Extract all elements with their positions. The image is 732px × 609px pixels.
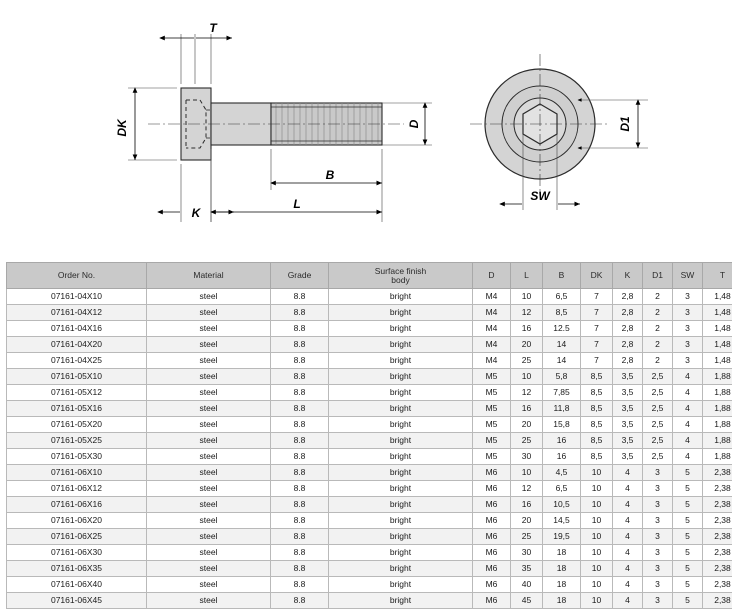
cell-material: steel: [147, 417, 271, 433]
cell-k: 2,8: [613, 289, 643, 305]
cell-dk: 10: [581, 465, 613, 481]
cell-t: 1,88: [703, 369, 732, 385]
cell-d1: 2: [643, 305, 673, 321]
cell-d1: 2: [643, 353, 673, 369]
cell-dk: 7: [581, 305, 613, 321]
cell-grade: 8.8: [271, 497, 329, 513]
table-row: [7, 385, 732, 401]
dim-label-dk: DK: [115, 118, 129, 137]
cell-l: 10: [511, 465, 543, 481]
cell-d: M6: [473, 513, 511, 529]
cell-surface-finish: bright: [329, 369, 473, 385]
table-row: [7, 417, 732, 433]
cell-l: 12: [511, 481, 543, 497]
cell-d1: 2,5: [643, 449, 673, 465]
cell-d: M5: [473, 433, 511, 449]
cell-dk: 10: [581, 529, 613, 545]
cell-t: 2,38: [703, 545, 732, 561]
cell-surface-finish: bright: [329, 417, 473, 433]
cell-l: 40: [511, 577, 543, 593]
cell-dk: 8,5: [581, 433, 613, 449]
table-row: [7, 481, 732, 497]
cell-order-no: 07161-06X10: [7, 465, 147, 481]
cell-grade: 8.8: [271, 385, 329, 401]
cell-sw: 3: [673, 337, 703, 353]
cell-surface-finish: bright: [329, 305, 473, 321]
cell-grade: 8.8: [271, 305, 329, 321]
column-header-material: Material: [147, 263, 271, 289]
cell-d1: 2,5: [643, 433, 673, 449]
cell-b: 15,8: [543, 417, 581, 433]
cell-k: 4: [613, 561, 643, 577]
cell-l: 25: [511, 353, 543, 369]
cell-dk: 10: [581, 481, 613, 497]
cell-material: steel: [147, 593, 271, 609]
cell-t: 1,88: [703, 401, 732, 417]
cell-grade: 8.8: [271, 321, 329, 337]
cell-l: 20: [511, 337, 543, 353]
cell-grade: 8.8: [271, 353, 329, 369]
cell-order-no: 07161-05X12: [7, 385, 147, 401]
cell-d: M4: [473, 289, 511, 305]
cell-order-no: 07161-06X35: [7, 561, 147, 577]
cell-grade: 8.8: [271, 529, 329, 545]
cell-order-no: 07161-06X20: [7, 513, 147, 529]
cell-surface-finish: bright: [329, 593, 473, 609]
cell-l: 30: [511, 545, 543, 561]
cell-k: 3,5: [613, 449, 643, 465]
cell-order-no: 07161-06X25: [7, 529, 147, 545]
cell-surface-finish: bright: [329, 481, 473, 497]
cell-t: 2,38: [703, 561, 732, 577]
column-header-b: B: [543, 263, 581, 289]
cell-surface-finish: bright: [329, 353, 473, 369]
cell-order-no: 07161-06X45: [7, 593, 147, 609]
cell-l: 30: [511, 449, 543, 465]
cell-material: steel: [147, 545, 271, 561]
table-row: [7, 433, 732, 449]
cell-surface-finish: bright: [329, 289, 473, 305]
cell-t: 1,88: [703, 433, 732, 449]
column-header-d1: D1: [643, 263, 673, 289]
cell-sw: 4: [673, 369, 703, 385]
cell-d: M6: [473, 497, 511, 513]
cell-surface-finish: bright: [329, 529, 473, 545]
cell-d1: 2: [643, 337, 673, 353]
cell-dk: 10: [581, 545, 613, 561]
cell-k: 3,5: [613, 369, 643, 385]
cell-k: 2,8: [613, 321, 643, 337]
cell-d1: 2,5: [643, 401, 673, 417]
cell-dk: 7: [581, 289, 613, 305]
cell-b: 7,85: [543, 385, 581, 401]
cell-order-no: 07161-04X10: [7, 289, 147, 305]
cell-material: steel: [147, 449, 271, 465]
cell-l: 16: [511, 321, 543, 337]
column-header-surface-finish-line2: body: [329, 276, 472, 285]
cell-dk: 7: [581, 353, 613, 369]
cell-d1: 3: [643, 465, 673, 481]
dim-label-k: K: [192, 206, 202, 220]
cell-b: 14: [543, 337, 581, 353]
cell-d1: 3: [643, 513, 673, 529]
cell-surface-finish: bright: [329, 497, 473, 513]
cell-grade: 8.8: [271, 337, 329, 353]
cell-d: M5: [473, 417, 511, 433]
cell-l: 10: [511, 289, 543, 305]
cell-b: 16: [543, 449, 581, 465]
cell-sw: 3: [673, 353, 703, 369]
cell-material: steel: [147, 305, 271, 321]
cell-t: 1,48: [703, 289, 732, 305]
cell-l: 16: [511, 401, 543, 417]
table-row: [7, 321, 732, 337]
cell-b: 4,5: [543, 465, 581, 481]
cell-order-no: 07161-05X25: [7, 433, 147, 449]
cell-sw: 3: [673, 305, 703, 321]
cell-sw: 4: [673, 385, 703, 401]
cell-order-no: 07161-04X25: [7, 353, 147, 369]
cell-order-no: 07161-05X16: [7, 401, 147, 417]
cell-surface-finish: bright: [329, 561, 473, 577]
cell-material: steel: [147, 289, 271, 305]
cell-b: 8,5: [543, 305, 581, 321]
cell-k: 4: [613, 465, 643, 481]
cell-material: steel: [147, 497, 271, 513]
technical-drawing: [0, 0, 732, 250]
table-header-row: [7, 263, 732, 289]
table-row: [7, 561, 732, 577]
cell-sw: 5: [673, 465, 703, 481]
cell-surface-finish: bright: [329, 433, 473, 449]
cell-surface-finish: bright: [329, 513, 473, 529]
table-row: [7, 529, 732, 545]
cell-l: 45: [511, 593, 543, 609]
column-header-order-no: Order No.: [7, 263, 147, 289]
dim-label-t: T: [209, 21, 218, 35]
cell-grade: 8.8: [271, 481, 329, 497]
cell-t: 1,88: [703, 417, 732, 433]
cell-k: 4: [613, 529, 643, 545]
cell-t: 1,48: [703, 305, 732, 321]
cell-d1: 2: [643, 321, 673, 337]
cell-material: steel: [147, 321, 271, 337]
cell-surface-finish: bright: [329, 577, 473, 593]
table-row: [7, 449, 732, 465]
cell-d: M6: [473, 577, 511, 593]
cell-d: M5: [473, 449, 511, 465]
cell-sw: 5: [673, 481, 703, 497]
cell-order-no: 07161-04X20: [7, 337, 147, 353]
cell-grade: 8.8: [271, 545, 329, 561]
cell-l: 25: [511, 433, 543, 449]
cell-dk: 8,5: [581, 385, 613, 401]
cell-grade: 8.8: [271, 561, 329, 577]
cell-d1: 3: [643, 529, 673, 545]
table-row: [7, 369, 732, 385]
cell-k: 4: [613, 513, 643, 529]
cell-order-no: 07161-06X12: [7, 481, 147, 497]
cell-sw: 5: [673, 545, 703, 561]
cell-k: 2,8: [613, 305, 643, 321]
cell-t: 2,38: [703, 529, 732, 545]
cell-order-no: 07161-06X16: [7, 497, 147, 513]
cell-b: 18: [543, 561, 581, 577]
cell-d: M4: [473, 321, 511, 337]
cell-sw: 4: [673, 433, 703, 449]
cell-material: steel: [147, 353, 271, 369]
column-header-k: K: [613, 263, 643, 289]
cell-d1: 3: [643, 561, 673, 577]
cell-d1: 2,5: [643, 417, 673, 433]
cell-b: 18: [543, 577, 581, 593]
cell-k: 4: [613, 497, 643, 513]
cell-l: 16: [511, 497, 543, 513]
cell-sw: 3: [673, 321, 703, 337]
cell-k: 4: [613, 577, 643, 593]
cell-sw: 5: [673, 513, 703, 529]
table-row: [7, 353, 732, 369]
cell-grade: 8.8: [271, 401, 329, 417]
cell-dk: 10: [581, 561, 613, 577]
column-header-dk: DK: [581, 263, 613, 289]
dim-label-d: D: [407, 119, 421, 128]
cell-sw: 4: [673, 449, 703, 465]
table-row: [7, 577, 732, 593]
table-row: [7, 545, 732, 561]
cell-grade: 8.8: [271, 433, 329, 449]
cell-dk: 7: [581, 321, 613, 337]
cell-grade: 8.8: [271, 593, 329, 609]
dim-label-d1: D1: [618, 116, 632, 132]
table-row: [7, 465, 732, 481]
cell-d: M6: [473, 465, 511, 481]
table-row: [7, 497, 732, 513]
cell-l: 12: [511, 305, 543, 321]
cell-dk: 10: [581, 577, 613, 593]
spec-table: [6, 262, 732, 609]
cell-b: 18: [543, 545, 581, 561]
cell-dk: 8,5: [581, 369, 613, 385]
cell-sw: 5: [673, 497, 703, 513]
cell-d: M6: [473, 593, 511, 609]
cell-b: 6,5: [543, 481, 581, 497]
cell-t: 1,48: [703, 337, 732, 353]
cell-surface-finish: bright: [329, 449, 473, 465]
cell-material: steel: [147, 481, 271, 497]
cell-order-no: 07161-05X30: [7, 449, 147, 465]
cell-d1: 3: [643, 593, 673, 609]
cell-k: 2,8: [613, 353, 643, 369]
cell-dk: 10: [581, 513, 613, 529]
cell-order-no: 07161-05X20: [7, 417, 147, 433]
cell-b: 14: [543, 353, 581, 369]
cell-d1: 3: [643, 577, 673, 593]
cell-t: 1,48: [703, 353, 732, 369]
cell-k: 3,5: [613, 417, 643, 433]
cell-t: 2,38: [703, 577, 732, 593]
cell-surface-finish: bright: [329, 321, 473, 337]
cell-order-no: 07161-04X16: [7, 321, 147, 337]
cell-l: 35: [511, 561, 543, 577]
cell-d1: 3: [643, 497, 673, 513]
cell-d: M4: [473, 337, 511, 353]
cell-d1: 2,5: [643, 385, 673, 401]
cell-sw: 5: [673, 529, 703, 545]
cell-d: M5: [473, 385, 511, 401]
spec-table-container: [6, 262, 726, 609]
cell-dk: 10: [581, 497, 613, 513]
cell-sw: 4: [673, 401, 703, 417]
cell-b: 18: [543, 593, 581, 609]
cell-b: 12.5: [543, 321, 581, 337]
screw-end-view: [470, 54, 610, 194]
cell-grade: 8.8: [271, 577, 329, 593]
cell-d: M6: [473, 529, 511, 545]
cell-d: M6: [473, 561, 511, 577]
cell-sw: 5: [673, 561, 703, 577]
cell-k: 3,5: [613, 401, 643, 417]
cell-surface-finish: bright: [329, 337, 473, 353]
cell-order-no: 07161-06X30: [7, 545, 147, 561]
column-header-l: L: [511, 263, 543, 289]
table-row: [7, 593, 732, 609]
cell-t: 2,38: [703, 513, 732, 529]
cell-t: 1,48: [703, 321, 732, 337]
cell-d: M4: [473, 353, 511, 369]
cell-l: 10: [511, 369, 543, 385]
cell-sw: 3: [673, 289, 703, 305]
table-body: [7, 289, 732, 609]
column-header-grade: Grade: [271, 263, 329, 289]
cell-t: 1,88: [703, 449, 732, 465]
table-row: [7, 337, 732, 353]
cell-l: 20: [511, 513, 543, 529]
cell-t: 2,38: [703, 465, 732, 481]
cell-dk: 8,5: [581, 401, 613, 417]
cell-k: 3,5: [613, 433, 643, 449]
column-header-d: D: [473, 263, 511, 289]
cell-b: 14,5: [543, 513, 581, 529]
cell-b: 16: [543, 433, 581, 449]
cell-grade: 8.8: [271, 465, 329, 481]
cell-order-no: 07161-04X12: [7, 305, 147, 321]
cell-d1: 3: [643, 545, 673, 561]
cell-d1: 2,5: [643, 369, 673, 385]
cell-material: steel: [147, 433, 271, 449]
cell-material: steel: [147, 577, 271, 593]
cell-surface-finish: bright: [329, 401, 473, 417]
cell-b: 10,5: [543, 497, 581, 513]
cell-d: M6: [473, 545, 511, 561]
cell-d1: 2: [643, 289, 673, 305]
cell-material: steel: [147, 465, 271, 481]
cell-surface-finish: bright: [329, 465, 473, 481]
cell-sw: 5: [673, 593, 703, 609]
dim-label-l: L: [293, 197, 300, 211]
cell-material: steel: [147, 369, 271, 385]
cell-k: 3,5: [613, 385, 643, 401]
table-row: [7, 289, 732, 305]
cell-t: 2,38: [703, 497, 732, 513]
cell-grade: 8.8: [271, 289, 329, 305]
column-header-surface-finish-line1: Surface finish: [329, 267, 472, 276]
cell-d1: 3: [643, 481, 673, 497]
cell-t: 2,38: [703, 593, 732, 609]
cell-dk: 8,5: [581, 417, 613, 433]
column-header-surface-finish: [329, 263, 473, 289]
cell-dk: 10: [581, 593, 613, 609]
cell-t: 1,88: [703, 385, 732, 401]
table-row: [7, 401, 732, 417]
cell-d: M6: [473, 481, 511, 497]
cell-b: 19,5: [543, 529, 581, 545]
cell-dk: 7: [581, 337, 613, 353]
dim-label-b: B: [326, 168, 335, 182]
cell-l: 20: [511, 417, 543, 433]
cell-material: steel: [147, 513, 271, 529]
table-row: [7, 305, 732, 321]
column-header-t: T: [703, 263, 732, 289]
cell-dk: 8,5: [581, 449, 613, 465]
cell-t: 2,38: [703, 481, 732, 497]
cell-l: 25: [511, 529, 543, 545]
cell-material: steel: [147, 401, 271, 417]
cell-material: steel: [147, 385, 271, 401]
cell-sw: 4: [673, 417, 703, 433]
cell-surface-finish: bright: [329, 385, 473, 401]
cell-k: 4: [613, 545, 643, 561]
cell-grade: 8.8: [271, 417, 329, 433]
drawing-svg: [0, 0, 732, 250]
cell-sw: 5: [673, 577, 703, 593]
cell-order-no: 07161-05X10: [7, 369, 147, 385]
cell-grade: 8.8: [271, 513, 329, 529]
cell-grade: 8.8: [271, 449, 329, 465]
column-header-sw: SW: [673, 263, 703, 289]
cell-surface-finish: bright: [329, 545, 473, 561]
cell-d: M4: [473, 305, 511, 321]
cell-b: 5,8: [543, 369, 581, 385]
table-row: [7, 513, 732, 529]
cell-d: M5: [473, 401, 511, 417]
cell-k: 4: [613, 481, 643, 497]
cell-material: steel: [147, 561, 271, 577]
cell-order-no: 07161-06X40: [7, 577, 147, 593]
dim-label-sw: SW: [530, 189, 551, 203]
cell-d: M5: [473, 369, 511, 385]
cell-l: 12: [511, 385, 543, 401]
cell-material: steel: [147, 529, 271, 545]
cell-k: 2,8: [613, 337, 643, 353]
cell-material: steel: [147, 337, 271, 353]
cell-b: 6,5: [543, 289, 581, 305]
cell-grade: 8.8: [271, 369, 329, 385]
cell-b: 11,8: [543, 401, 581, 417]
cell-k: 4: [613, 593, 643, 609]
